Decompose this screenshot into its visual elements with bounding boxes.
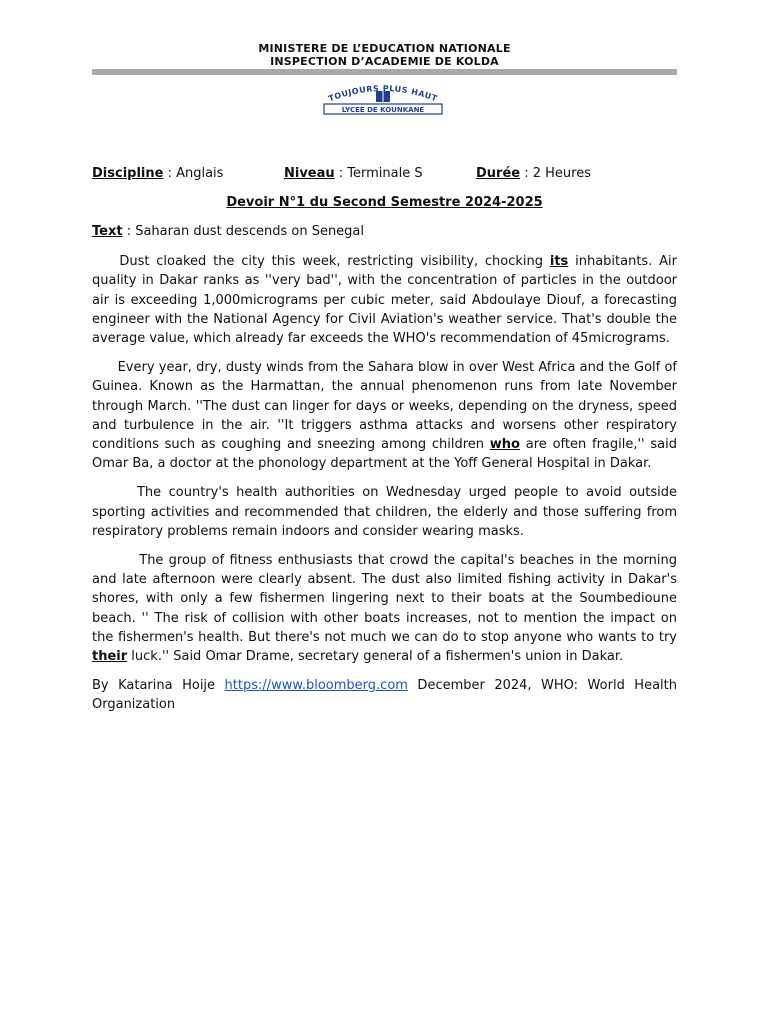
niveau-field <box>284 166 423 181</box>
discipline-label: Discipline <box>92 166 164 181</box>
duree-value: : 2 Heures <box>520 166 591 181</box>
exam-title: Devoir N°1 du Second Semestre 2024-2025 <box>226 195 543 210</box>
paragraph-1-end: inhabitants. Air quality in Dakar ranks as ''very bad'', with the concentration of particles in the outdoor air is exceeding 1,000micrograms per cubic meter, said Abdoulaye Diouf, a forecasting engineer with the National Agency for Civil Aviation's weather service. That's double the average value, which already far exceeds the WHO's recommendation of 45micrograms. <box>92 254 682 347</box>
logo-school-name: LYCEE DE KOUNKANE <box>341 106 425 114</box>
paragraph-1-start: Dust cloaked the city this week, restricting visibility, chocking <box>92 254 550 269</box>
source-date: December 2024, WHO: World Health Organization <box>92 677 677 713</box>
paragraph-2 <box>92 358 682 474</box>
paragraph-4 <box>92 551 682 667</box>
paragraph-2-start: Every year, dry, dusty winds from the Sahara blow in over West Africa and the Golf of Guinea. Known as the Harmattan, the annual phenomenon runs from late November through March. ''The dust can linger for days or weeks, depending on the dryness, speed and turbulence in the air. ''It triggers asthma attacks and worsens other respiratory conditions such as coughing and sneezing among children <box>92 359 682 453</box>
discipline-value: : Anglais <box>163 166 224 181</box>
text-label: Text <box>92 224 123 239</box>
keyword-its: its <box>549 254 569 269</box>
school-logo <box>318 82 448 116</box>
source-link[interactable]: https://www.bloomberg.com <box>224 677 408 693</box>
text-heading <box>92 224 364 239</box>
paragraph-1 <box>92 252 682 348</box>
paragraph-4-start: The group of fitness enthusiasts that crowd the capital's beaches in the morning and late afternoon were clearly absent. The dust also limited fishing activity in Dakar's shores, with only a few fishermen lingering next to their boats at the Soumbedioune beach. '' The risk of collision with other boats increases, not to mention the impact on the fishermen's health. But there's not much we can do to stop anyone who wants to try <box>92 552 682 645</box>
discipline-field <box>92 166 223 181</box>
duree-field <box>476 166 591 181</box>
duree-label: Durée <box>476 166 521 181</box>
logo-motto: TOUJOURS PLUS HAUT <box>327 83 439 104</box>
paragraph-2-end: are often fragile,'' said Omar Ba, a doctor at the phonology department at the Yoff General Hospital in Dakar. <box>92 437 682 472</box>
inspection-header: INSPECTION D’ACADEMIE DE KOLDA <box>270 55 499 68</box>
paragraph-3: The country's health authorities on Wednesday urged people to avoid outside sporting activities and recommended that children, the elderly and those suffering from respiratory problems remain indoors and consider wearing masks. <box>92 485 682 539</box>
niveau-value: : Terminale S <box>334 166 423 181</box>
paragraph-4-end: luck.'' Said Omar Drame, secretary general of a fishermen's union in Dakar. <box>127 649 624 665</box>
niveau-label: Niveau <box>284 166 335 181</box>
keyword-their: their <box>92 649 128 665</box>
article-body <box>92 252 682 724</box>
source-citation <box>92 676 677 715</box>
ministry-header: MINISTERE DE L’EDUCATION NATIONALE <box>258 42 511 55</box>
source-author: By Katarina Hoije <box>92 677 225 693</box>
text-title: : Saharan dust descends on Senegal <box>122 224 365 239</box>
keyword-who: who <box>489 437 520 453</box>
header-divider <box>92 69 677 75</box>
